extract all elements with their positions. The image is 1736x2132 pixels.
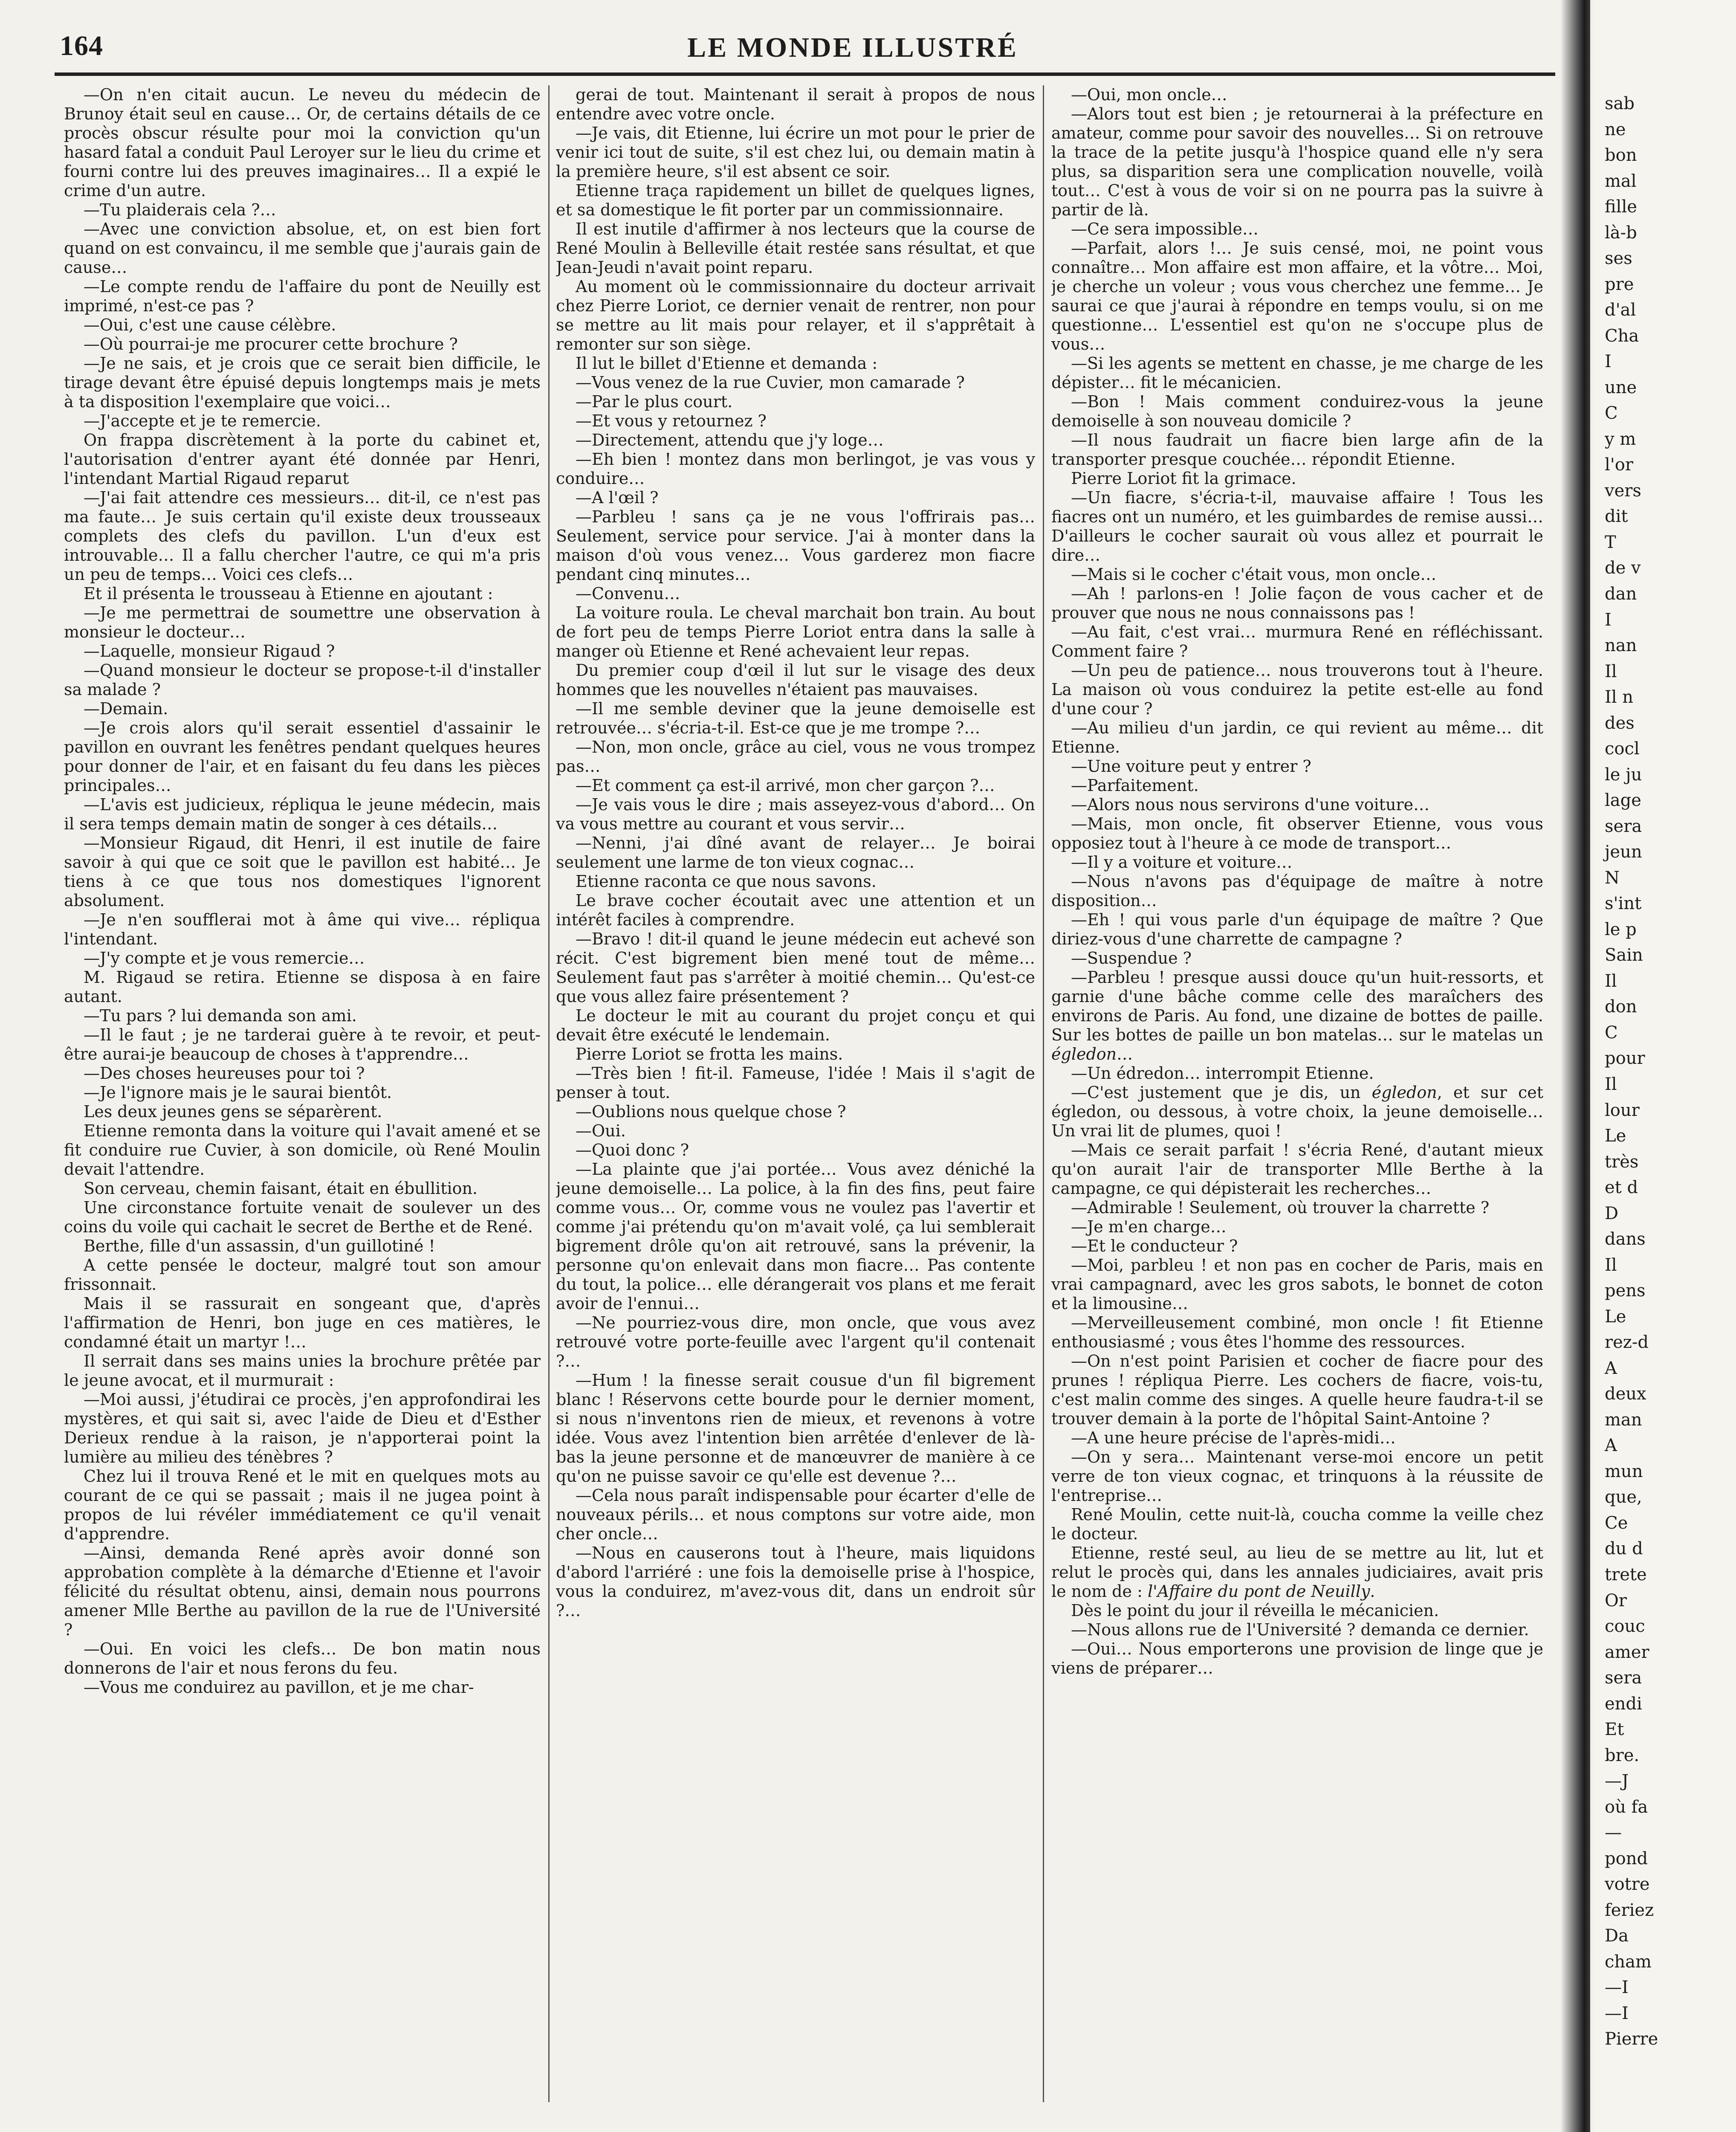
adjacent-page-fragment: cham (1605, 1952, 1652, 1972)
paragraph: —Je vais, dit Etienne, lui écrire un mot pour le prier de venir ici tout de suite, s'il est chez lui, ou demain matin à la première heure, s'il est absent ce soir. (556, 124, 1035, 181)
paragraph: Etienne raconta ce que nous savons. (576, 872, 877, 891)
book-binding-shadow (1560, 0, 1590, 2132)
adjacent-page-fragment: pour (1605, 1049, 1645, 1069)
adjacent-page-fragment: N (1605, 868, 1620, 888)
adjacent-page-fragment: sab (1605, 94, 1635, 113)
adjacent-page-fragment: Il n (1605, 687, 1634, 707)
paragraph: —Nous n'avons pas d'équipage de maître à notre disposition… (1051, 872, 1543, 910)
adjacent-page-fragment: —J (1605, 1771, 1629, 1791)
adjacent-page-fragment: A (1605, 1358, 1617, 1378)
adjacent-page-fragment: nan (1605, 636, 1637, 656)
adjacent-page-fragment: mal (1605, 171, 1637, 191)
paragraph: —Je n'en soufflerai mot à âme qui vive… répliqua l'intendant. (64, 910, 541, 948)
paragraph: On frappa discrètement à la porte du cabinet et, l'autorisation d'entrer ayant été donnée par Henri, l'intendant Martial Rigaud reparut (64, 431, 541, 488)
paragraph: —Oui. En voici les clefs… De bon matin nous donnerons de l'air et nous ferons du feu. (64, 1640, 541, 1677)
paragraph: Etienne, resté seul, au lieu de se mettre au lit, lut et relut le procès qui, dans les annales judiciaires, avait pris le nom de : l'Affaire du pont de Neuilly. (1051, 1544, 1543, 1601)
paragraph: —Un fiacre, s'écria-t-il, mauvaise affaire ! Tous les fiacres ont un numéro, et les guimbardes de remise aussi… D'ailleurs le cocher saurait où vous allez et pourrait le dire… (1051, 488, 1543, 565)
paragraph: Et il présenta le trousseau à Etienne en ajoutant : (84, 584, 493, 603)
paragraph: —Au milieu d'un jardin, ce qui revient au même… dit Etienne. (1051, 718, 1543, 756)
paragraph: —Il me semble deviner que la jeune demoiselle est retrouvée… s'écria-t-il. Est-ce que je me trompe ?… (556, 699, 1035, 737)
adjacent-page-fragment: I (1605, 352, 1612, 372)
adjacent-page-fragment: là-b (1605, 223, 1637, 243)
paragraph: —Par le plus court. (576, 392, 733, 411)
adjacent-page-fragment: bon (1605, 145, 1637, 165)
paragraph: Une circonstance fortuite venait de soulever un des coins du voile qui cachait le secret de Berthe et de René. (64, 1198, 541, 1236)
adjacent-page-fragment: Da (1605, 1926, 1629, 1946)
paragraph: Du premier coup d'œil il lut sur le visage des deux hommes que les nouvelles n'étaient pas mauvaises. (556, 661, 1035, 699)
paragraph: —J'y compte et je vous remercie… (84, 949, 365, 968)
page-number: 164 (60, 30, 103, 61)
paragraph: —Très bien ! fit-il. Fameuse, l'idée ! Mais il s'agit de penser à tout. (556, 1064, 1035, 1102)
paragraph: —Je m'en charge… (1071, 1217, 1227, 1236)
paragraph: —A une heure précise de l'après-midi… (1071, 1428, 1396, 1447)
paragraph: —Nous en causerons tout à l'heure, mais liquidons d'abord l'arriéré : une fois la demoiselle prise à l'hospice, vous la conduirez, m'avez-vous dit, dans un endroit sûr ?… (556, 1544, 1035, 1620)
adjacent-page-fragment: y m (1605, 429, 1636, 449)
paragraph: Au moment où le commissionnaire du docteur arrivait chez Pierre Loriot, ce dernier venait de rentrer, non pour se mettre au lit mais pour relayer, et il s'apprêtait à remonter sur son siège. (556, 277, 1035, 353)
adjacent-page-fragment: Ce (1605, 1513, 1628, 1533)
adjacent-page-fragment: Il (1605, 1075, 1617, 1094)
paragraph: —Où pourrai-je me procurer cette brochure ? (84, 335, 458, 353)
adjacent-page-fragment: man (1605, 1410, 1642, 1430)
paragraph: —Tu plaiderais cela ?… (84, 200, 276, 219)
paragraph: —On n'en citait aucun. Le neveu du médecin de Brunoy était seul en cause… Or, de certains détails de ce procès obscur résulte pour moi la conviction qu'un hasard fatal a conduit Paul Leroyer sur le lieu du crime et fourni contre lui des preuves imaginaires… Il a expié le crime d'un autre. (64, 85, 541, 200)
paragraph: —Ce sera impossible… (1071, 220, 1259, 238)
paragraph: —Oui, c'est une cause célèbre. (84, 316, 336, 334)
adjacent-page-fragment: A (1605, 1436, 1617, 1456)
paragraph: —On y sera… Maintenant verse-moi encore un petit verre de ton vieux cognac, et trinquons à la réussite de l'entreprise… (1051, 1448, 1543, 1505)
adjacent-page-fragment: feriez (1605, 1900, 1654, 1920)
adjacent-page-fragment: et d (1605, 1178, 1638, 1198)
adjacent-page-fragment: C (1605, 403, 1618, 423)
adjacent-page-fragment: de v (1605, 558, 1641, 578)
paragraph: —Avec une conviction absolue, et, on est bien fort quand on est convaincu, il me semble que j'aurais gain de cause… (64, 220, 541, 277)
adjacent-page-fragment: fille (1605, 197, 1637, 217)
adjacent-page-fragment: Pierre (1605, 2029, 1658, 2049)
adjacent-page-fragment: Sain (1605, 945, 1643, 965)
paragraph: —Je l'ignore mais je le saurai bientôt. (84, 1083, 392, 1102)
paragraph: Il lut le billet d'Etienne et demanda : (576, 354, 878, 373)
adjacent-page-fragment: ne (1605, 119, 1626, 139)
paragraph: Dès le point du jour il réveilla le mécanicien. (1071, 1601, 1439, 1620)
adjacent-page-fragment: — (1605, 1823, 1622, 1843)
paragraph: Il serrait dans ses mains unies la brochure prêtée par le jeune avocat, et il murmurait : (64, 1352, 541, 1390)
paragraph: Chez lui il trouva René et le mit en quelques mots au courant de ce qui se passait ; mais il ne jugea point à propos de lui révéler immédiatement ce qu'il venait d'apprendre. (64, 1467, 541, 1543)
adjacent-page-fragment: très (1605, 1152, 1639, 1172)
adjacent-page-fragment: ses (1605, 249, 1632, 269)
adjacent-page-fragment: D (1605, 1203, 1619, 1223)
paragraph: —Alors tout est bien ; je retournerai à la préfecture en amateur, comme pour savoir des nouvelles… Si on retrouve la trace de la petite jusqu'à l'hospice quand elle n'y sera plus, sa disparition sera une complication nouvelle, voilà tout… C'est à vous de voir si on ne pourra pas la suivre à partir de là. (1051, 104, 1543, 219)
paragraph: —Eh bien ! montez dans mon berlingot, je vas vous y conduire… (556, 450, 1035, 488)
adjacent-page-fragment: lage (1605, 791, 1641, 811)
paragraph: —Directement, attendu que j'y loge… (576, 431, 884, 449)
paragraph: —La plainte que j'ai portée… Vous avez déniché la jeune demoiselle… La police, à la fin des fins, peut faire comme vous… Or, comme vous ne voulez pas l'avertir et comme j'ai prétendu qu'on m'avait volé, ça lui semblerait bigrement drôle qu'on ait retrouvé, sans la prévenir, la personne qu'on enlevait dans mon fiacre… Pas contente du tout, la police… elle dérangerait vos plans et me ferait avoir de l'ennui… (556, 1160, 1035, 1313)
paragraph: Pierre Loriot se frotta les mains. (576, 1045, 843, 1063)
paragraph: —Un peu de patience… nous trouverons tout à l'heure. La maison où vous conduirez la petite est-elle au fond d'une cour ? (1051, 661, 1543, 718)
paragraph: —Mais ce serait parfait ! s'écria René, d'autant mieux qu'on aurait l'air de transporter Mlle Berthe à la campagne, ce qui dépisterait les recherches… (1051, 1141, 1543, 1198)
paragraph: —Monsieur Rigaud, dit Henri, il est inutile de faire savoir à qui que ce soit que le pavillon est habité… Je tiens à ce que tous nos domestiques l'ignorent absolument. (64, 834, 541, 910)
paragraph: —Hum ! la finesse serait cousue d'un fil bigrement blanc ! Réservons cette bourde pour le dernier moment, si nous n'inventons rien de mieux, et revenons à votre idée. Vous avez l'intention bien arrêtée d'enlever de là-bas la jeune personne et de manœuvrer de manière à ce qu'on ne puisse savoir ce qu'elle est devenue ?… (556, 1371, 1035, 1486)
paragraph: —Oui… Nous emporterons une provision de linge que je viens de préparer… (1051, 1640, 1543, 1677)
paragraph: Il est inutile d'affirmer à nos lecteurs que la course de René Moulin à Belleville était restée sans résultat, et que Jean-Jeudi n'avait point reparu. (556, 220, 1035, 277)
paragraph: —Bravo ! dit-il quand le jeune médecin eut achevé son récit. C'est bigrement bien mené tout de même… Seulement faut pas s'arrêter à moitié chemin… Qu'est-ce que vous allez faire présentement ? (556, 930, 1035, 1006)
adjacent-page-fragment: dan (1605, 584, 1637, 604)
paragraph: La voiture roula. Le cheval marchait bon train. Au bout de fort peu de temps Pierre Loriot entra dans la salle à manger où Etienne et René achevaient leur repas. (556, 603, 1035, 660)
adjacent-page-fragment: sera (1605, 816, 1642, 836)
adjacent-page-fragment: —I (1605, 2003, 1629, 2023)
paragraph: —Une voiture peut y entrer ? (1071, 757, 1311, 776)
adjacent-page-fragment: du d (1605, 1539, 1643, 1559)
paragraph: Le brave cocher écoutait avec une attention et un intérêt faciles à comprendre. (556, 891, 1035, 929)
paragraph: —Le compte rendu de l'affaire du pont de Neuilly est imprimé, n'est-ce pas ? (64, 277, 541, 315)
adjacent-page-fragment: d'al (1605, 300, 1636, 320)
paragraph: —Au fait, c'est vrai… murmura René en réfléchissant. Comment faire ? (1051, 623, 1543, 660)
adjacent-page-fragment: cocl (1605, 739, 1640, 759)
adjacent-page-fragment: Le (1605, 1126, 1626, 1146)
adjacent-page-fragment: rez-d (1605, 1332, 1649, 1353)
adjacent-page-fragment: lour (1605, 1100, 1640, 1120)
adjacent-page-fragment: Le (1605, 1306, 1626, 1327)
paragraph: Pierre Loriot fit la grimace. (1071, 469, 1296, 488)
paragraph: A cette pensée le docteur, malgré tout son amour frissonnait. (64, 1256, 541, 1294)
paragraph: gerai de tout. Maintenant il serait à propos de nous entendre avec votre oncle. (556, 85, 1035, 123)
adjacent-page-fragment: couc (1605, 1616, 1645, 1637)
adjacent-page-fragment: dans (1605, 1229, 1646, 1249)
adjacent-page-fragment: l'or (1605, 455, 1633, 475)
paragraph: —Admirable ! Seulement, où trouver la charrette ? (1071, 1198, 1490, 1217)
paragraph: —Convenu… (576, 584, 680, 603)
adjacent-page-fragment: trete (1605, 1565, 1647, 1585)
paragraph: —Mais, mon oncle, fit observer Etienne, vous vous opposiez tout à l'heure à ce mode de transport… (1051, 814, 1543, 852)
paragraph: —Demain. (84, 699, 168, 718)
paragraph: Berthe, fille d'un assassin, d'un guillotiné ! (84, 1237, 435, 1255)
adjacent-page-fragment: pond (1605, 1848, 1648, 1868)
paragraph: —Vous venez de la rue Cuvier, mon camarade ? (576, 373, 965, 392)
paragraph: —Bon ! Mais comment conduirez-vous la jeune demoiselle à son nouveau domicile ? (1051, 392, 1543, 430)
paragraph: —Alors nous nous servirons d'une voiture… (1071, 795, 1430, 814)
adjacent-page-fragment: —I (1605, 1978, 1629, 1998)
paragraph: Les deux jeunes gens se séparèrent. (84, 1102, 382, 1121)
adjacent-page-fragment: pre (1605, 274, 1634, 294)
journal-title: LE MONDE ILLUSTRÉ (687, 32, 1018, 63)
paragraph: —A l'œil ? (576, 488, 659, 507)
adjacent-page-fragment: Et (1605, 1720, 1624, 1740)
paragraph: M. Rigaud se retira. Etienne se disposa à en faire autant. (64, 968, 541, 1006)
header-rule (55, 72, 1555, 76)
paragraph: —Je crois alors qu'il serait essentiel d'assainir le pavillon en ouvrant les fenêtres pendant quelques heures pour donner de l'air, et en faisant du feu dans les pièces principales… (64, 718, 541, 795)
paragraph: Etienne remonta dans la voiture qui l'avait amené et se fit conduire rue Cuvier, à son domicile, où René Moulin devait l'attendre. (64, 1121, 541, 1179)
paragraph: —Ne pourriez-vous dire, mon oncle, que vous avez retrouvé votre porte-feuille avec l'argent qu'il contenait ?… (556, 1313, 1035, 1370)
paragraph: —Ah ! parlons-en ! Jolie façon de vous cacher et de prouver que nous ne nous connaissons pas ! (1051, 584, 1543, 622)
paragraph: Le docteur le mit au courant du projet conçu et qui devait être exécuté le lendemain. (556, 1006, 1035, 1044)
paragraph: —Un édredon… interrompit Etienne. (1071, 1064, 1374, 1083)
paragraph: —Je vais vous le dire ; mais asseyez-vous d'abord… On va vous mettre au courant et vous servir… (556, 795, 1035, 833)
paragraph: —Nous allons rue de l'Université ? demanda ce dernier. (1071, 1620, 1529, 1639)
adjacent-page-fragment: endi (1605, 1694, 1642, 1714)
paragraph: —Tu pars ? lui demanda son ami. (84, 1006, 357, 1025)
paragraph: —Laquelle, monsieur Rigaud ? (84, 642, 335, 660)
adjacent-page-fragment: Il (1605, 1255, 1617, 1275)
paragraph: —Suspendue ? (1071, 949, 1192, 968)
adjacent-page-fragment: où fa (1605, 1797, 1648, 1817)
adjacent-page-fragment: s'int (1605, 894, 1642, 914)
paragraph: —Quand monsieur le docteur se propose-t-il d'installer sa malade ? (64, 661, 541, 699)
adjacent-page-fragment: une (1605, 377, 1637, 397)
paragraph: —Je ne sais, et je crois que ce serait bien difficile, le tirage devant être épuisé depuis longtemps mais je mets à ta disposition l'exemplaire que voici… (64, 354, 541, 411)
paragraph: —Il y a voiture et voiture… (1071, 853, 1293, 872)
paragraph: —Vous me conduirez au pavillon, et je me char- (84, 1678, 474, 1697)
adjacent-page-fragment: votre (1605, 1874, 1650, 1894)
adjacent-page-fragment: vers (1605, 481, 1641, 501)
adjacent-page-fragment: dit (1605, 507, 1628, 527)
adjacent-page-fragment: le p (1605, 919, 1637, 939)
paragraph: —Mais si le cocher c'était vous, mon oncle… (1071, 565, 1437, 584)
adjacent-page-fragment: Il (1605, 971, 1617, 991)
paragraph: —Parbleu ! sans ça je ne vous l'offrirais pas… Seulement, service pour service. J'ai à monter dans la maison d'où vous venez… Vous garderez mon fiacre pendant cinq minutes… (556, 507, 1035, 584)
paragraph: —Et comment ça est-il arrivé, mon cher garçon ?… (576, 776, 995, 795)
paragraph: —Il le faut ; je ne tarderai guère à te revoir, et peut-être aurai-je beaucoup de choses à t'apprendre… (64, 1025, 541, 1063)
adjacent-page-fragment: don (1605, 997, 1637, 1017)
adjacent-page-fragment: le ju (1605, 765, 1642, 785)
paragraph: —Et vous y retournez ? (576, 411, 767, 430)
paragraph: —J'ai fait attendre ces messieurs… dit-il, ce n'est pas ma faute… Je suis certain qu'il existe deux trousseaux complets des clefs du pavillon. L'un d'eux est introuvable… Il a fallu chercher l'autre, ce qui m'a pris un peu de temps… Voici ces clefs… (64, 488, 541, 584)
paragraph: —L'avis est judicieux, répliqua le jeune médecin, mais il sera temps demain matin de songer à ces détails… (64, 795, 541, 833)
paragraph: Son cerveau, chemin faisant, était en ébullition. (84, 1179, 478, 1198)
text-column-1 (64, 85, 541, 2072)
paragraph: Mais il se rassurait en songeant que, d'après l'affirmation de Henri, bon juge en ces matières, le condamné était un martyr !… (64, 1294, 541, 1351)
paragraph: —Cela nous paraît indispensable pour écarter d'elle de nouveaux périls… et nous comptons sur votre aide, mon cher oncle… (556, 1486, 1035, 1543)
paragraph: —Moi aussi, j'étudirai ce procès, j'en approfondirai les mystères, et qui sait si, avec l'aide de Dieu et d'Esther Derieux rendue à la raison, je n'apporterai point la lumière au milieu des ténèbres ? (64, 1390, 541, 1466)
paragraph: —Ainsi, demanda René après avoir donné son approbation complète à la démarche d'Etienne et l'avoir félicité du résultat obtenu, ainsi, demain nous pourrons amener Mlle Berthe au pavillon de la rue de l'Université ? (64, 1544, 541, 1639)
adjacent-page-fragment: Il (1605, 661, 1617, 681)
adjacent-page-fragment: amer (1605, 1642, 1649, 1662)
paragraph: —Je me permettrai de soumettre une observation à monsieur le docteur… (64, 603, 541, 641)
paragraph: —Il nous faudrait un fiacre bien large afin de la transporter presque couchée… répondit Etienne. (1051, 431, 1543, 469)
adjacent-page-fragment: T (1605, 532, 1616, 552)
paragraph: —Oui. (576, 1121, 626, 1140)
column-divider (1043, 85, 1044, 2102)
text-column-3 (1051, 85, 1543, 2072)
text-column-2 (556, 85, 1035, 2072)
adjacent-page-fragment: I (1605, 610, 1612, 630)
paragraph: —C'est justement que je dis, un égledon, et sur cet égledon, ou dessous, à votre choix, la jeune demoiselle… Un vrai lit de plumes, quoi ! (1051, 1083, 1543, 1140)
paragraph: —Parfaitement. (1071, 776, 1199, 795)
paragraph: —J'accepte et je te remercie. (84, 411, 321, 430)
paragraph: —Moi, parbleu ! et non pas en cocher de Paris, mais en vrai campagnard, avec les gros sabots, le bonnet de coton et la limousine… (1051, 1256, 1543, 1313)
paragraph: —Et le conducteur ? (1071, 1237, 1238, 1255)
paragraph: —Si les agents se mettent en chasse, je me charge de les dépister… fit le mécanicien. (1051, 354, 1543, 392)
column-divider (548, 85, 550, 2102)
paragraph: —Eh ! qui vous parle d'un équipage de maître ? Que diriez-vous d'une charrette de campagne ? (1051, 910, 1543, 948)
adjacent-page-strip (1594, 0, 1736, 2132)
paragraph: —On n'est point Parisien et cocher de fiacre pour des prunes ! répliqua Pierre. Les cochers de fiacre, vois-tu, c'est malin comme des singes. A quelle heure faudra-t-il se trouver demain à la porte de l'hôpital Saint-Antoine ? (1051, 1352, 1543, 1428)
paragraph: —Nenni, j'ai dîné avant de relayer… Je boirai seulement une larme de ton vieux cognac… (556, 834, 1035, 872)
paragraph: —Parbleu ! presque aussi douce qu'un huit-ressorts, et garnie d'une bâche comme celle des maraîchers des environs de Paris. Au fond, une dizaine de bottes de paille. Sur les bottes de paille un bon matelas… sur le matelas un égledon… (1051, 968, 1543, 1063)
paragraph: —Non, mon oncle, grâce au ciel, vous ne vous trompez pas… (556, 738, 1035, 776)
adjacent-page-fragment: sera (1605, 1668, 1642, 1688)
adjacent-page-fragment: mun (1605, 1461, 1643, 1481)
paragraph: —Oublions nous quelque chose ? (576, 1102, 846, 1121)
paragraph: —Merveilleusement combiné, mon oncle ! fit Etienne enthousiasmé ; vous êtes l'homme des ressources. (1051, 1313, 1543, 1351)
adjacent-page-fragment: bre. (1605, 1745, 1640, 1765)
paragraph: —Oui, mon oncle… (1071, 85, 1227, 104)
paragraph: René Moulin, cette nuit-là, coucha comme la veille chez le docteur. (1051, 1505, 1543, 1543)
paragraph: —Des choses heureuses pour toi ? (84, 1064, 365, 1083)
paragraph: —Parfait, alors !… Je suis censé, moi, ne point vous connaître… Mon affaire est mon affaire, et la vôtre… Moi, je cherche un voleur ; vous vous cherchez une femme… Je saurai ce que j'aurai à répondre en temps voulu, si on me questionne… L'essentiel est qu'on ne s'occupe plus de vous… (1051, 239, 1543, 353)
paragraph: —Quoi donc ? (576, 1141, 689, 1159)
adjacent-page-fragment: deux (1605, 1384, 1646, 1404)
paragraph: Etienne traça rapidement un billet de quelques lignes, et sa domestique le fit porter par un commissionnaire. (556, 181, 1035, 219)
adjacent-page-fragment: pens (1605, 1281, 1646, 1301)
adjacent-page-fragment: jeun (1605, 842, 1642, 862)
adjacent-page-fragment: Or (1605, 1590, 1627, 1611)
adjacent-page-fragment: des (1605, 713, 1635, 733)
adjacent-page-fragment: C (1605, 1023, 1618, 1043)
adjacent-page-fragment: Cha (1605, 326, 1639, 346)
adjacent-page-fragment: que, (1605, 1487, 1642, 1507)
